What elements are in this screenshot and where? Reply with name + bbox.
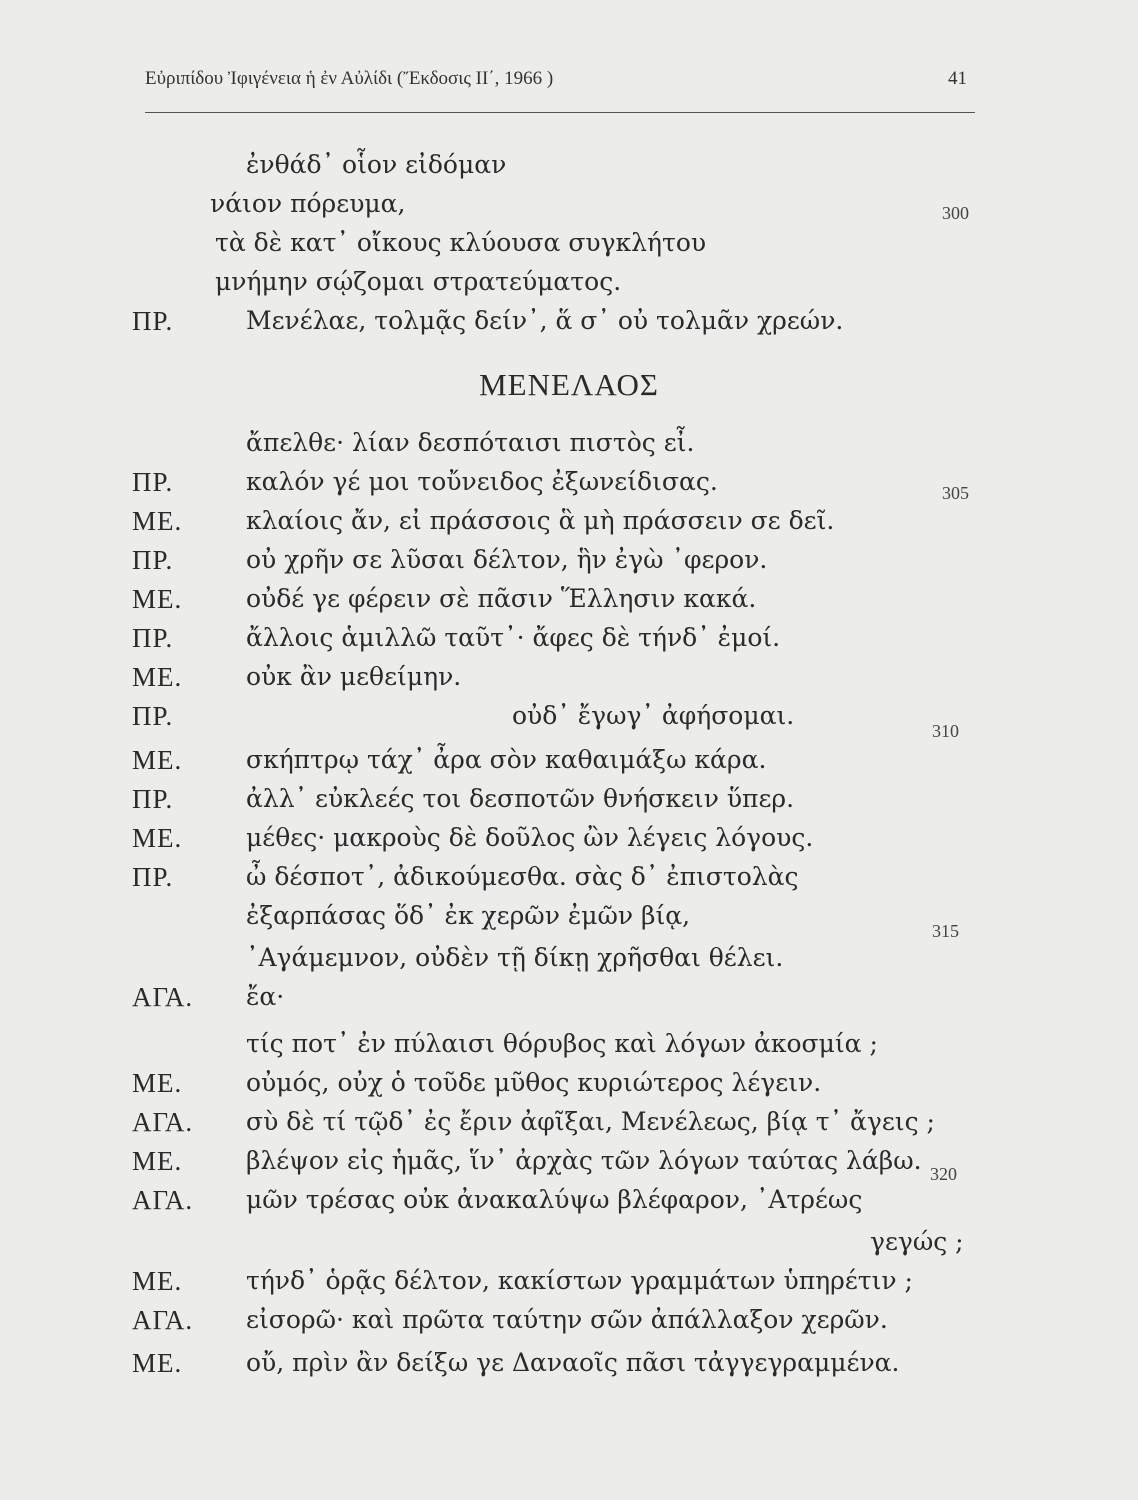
verse-line [0, 1348, 1138, 1388]
verse-text: καλόν γέ μοι τοὔνειδος ἐξωνείδισας. [246, 467, 718, 496]
speaker-label: ΠΡ. [132, 701, 174, 731]
verse-text: τὰ δὲ κατ᾽ οἴκους κλύουσα συγκλήτου [215, 228, 707, 257]
verse-text: ἀλλ᾽ εὐκλεές τοι δεσποτῶν θνήσκειν ὕπερ. [246, 784, 795, 813]
verse-text: μῶν τρέσας οὐκ ἀνακαλύψω βλέφαρον, ᾽Ατρέως [246, 1185, 863, 1214]
verse-text: Μενέλαε, τολμᾷς δείν᾽, ἅ σ᾽ οὐ τολμᾶν χρεών. [246, 306, 844, 335]
verse-line [0, 545, 1138, 585]
verse-text: μέθες· μακροὺς δὲ δοῦλος ὢν λέγεις λόγους. [246, 823, 814, 852]
verse-text: ἐνθάδ᾽ οἷον εἰδόμαν [246, 150, 507, 179]
verse-line [0, 862, 1138, 902]
verse-text: σὺ δὲ τί τῷδ᾽ ἐς ἔριν ἀφῖξαι, Μενέλεως, βίᾳ τ᾽ ἄγεις ; [246, 1107, 935, 1136]
verse-line [0, 1266, 1138, 1306]
speaker-label: ΑΓΑ. [132, 1305, 194, 1335]
verse-line [0, 662, 1138, 702]
verse-text: ἄλλοις ἁμιλλῶ ταῦτ᾽· ἄφες δὲ τήνδ᾽ ἐμοί. [246, 623, 781, 652]
verse-line [0, 982, 1138, 1022]
verse-line [0, 823, 1138, 863]
speaker-label: ΠΡ. [132, 784, 174, 814]
character-heading: ΜΕΝΕΛΑΟΣ [479, 367, 659, 402]
line-number: 320 [930, 1164, 957, 1184]
verse-line [0, 584, 1138, 624]
verse-text: οὔ, πρὶν ἂν δείξω γε Δαναοῖς πᾶσι τἀγγεγραμμένα. [246, 1348, 900, 1377]
line-number: 310 [932, 721, 959, 741]
verse-text: οὐμός, οὐχ ὁ τοῦδε μῦθος κυριώτερος λέγειν. [246, 1068, 822, 1097]
speaker-label: ΜΕ. [132, 1068, 183, 1098]
speaker-label: ΠΡ. [132, 545, 174, 575]
verse-text: μνήμην σῴζομαι στρατεύματος. [215, 267, 622, 296]
speaker-label: ΑΓΑ. [132, 1185, 194, 1215]
verse-line [0, 228, 1138, 268]
verse-line [0, 1146, 1138, 1186]
verse-text: οὐδ᾽ ἔγωγ᾽ ἀφήσομαι. [512, 701, 795, 730]
running-title: Εὐριπίδου Ἰφιγένεια ἡ ἐν Αὐλίδι (Ἔκδοσις ΙΙ΄, 1966 ) [145, 68, 554, 89]
verse-line [0, 1305, 1138, 1345]
verse-text: τίς ποτ᾽ ἐν πύλαισι θόρυβος καὶ λόγων ἀκοσμία ; [246, 1029, 878, 1058]
speaker-label: ΜΕ. [132, 662, 183, 692]
speaker-label: ΠΡ. [132, 467, 174, 497]
verse-line [0, 1029, 1138, 1069]
verse-line [0, 1068, 1138, 1108]
speaker-label: ΜΕ. [132, 1146, 183, 1176]
verse-line [0, 1107, 1138, 1147]
verse-line [0, 943, 1138, 983]
verse-text: τήνδ᾽ ὁρᾷς δέλτον, κακίστων γραμμάτων ὑπηρέτιν ; [246, 1266, 913, 1295]
verse-text: ἔα· [246, 982, 285, 1011]
speaker-label: ΜΕ. [132, 745, 183, 775]
speaker-label: ΑΓΑ. [132, 982, 194, 1012]
header-rule [145, 112, 975, 113]
line-number: 315 [932, 921, 959, 941]
verse-line [0, 428, 1138, 468]
speaker-label: ΑΓΑ. [132, 1107, 194, 1137]
running-header [145, 62, 975, 98]
verse-line [0, 1185, 1138, 1225]
verse-text: ὦ δέσποτ᾽, ἀδικούμεσθα. σὰς δ᾽ ἐπιστολὰς [246, 862, 799, 891]
speaker-label: ΠΡ. [132, 623, 174, 653]
speaker-label: ΜΕ. [132, 823, 183, 853]
line-number: 300 [942, 203, 969, 223]
speaker-label: ΜΕ. [132, 584, 183, 614]
speaker-label: ΜΕ. [132, 1266, 183, 1296]
verse-text: κλαίοις ἄν, εἰ πράσσοις ἃ μὴ πράσσειν σε δεῖ. [246, 506, 835, 535]
line-number: 305 [942, 483, 969, 503]
speaker-label: ΜΕ. [132, 1348, 183, 1378]
verse-line [0, 506, 1138, 546]
verse-line [0, 623, 1138, 663]
verse-line [0, 1227, 1138, 1267]
verse-text: οὐδέ γε φέρειν σὲ πᾶσιν Ἕλλησιν κακά. [246, 584, 757, 613]
speaker-label: ΠΡ. [132, 862, 174, 892]
verse-line [0, 901, 1138, 941]
verse-text: εἰσορῶ· καὶ πρῶτα ταύτην σῶν ἀπάλλαξον χερῶν. [246, 1305, 888, 1334]
verse-text: οὐ χρῆν σε λῦσαι δέλτον, ἣν ἐγὼ ᾽φερον. [246, 545, 768, 574]
verse-line [0, 150, 1138, 190]
verse-text: βλέψον εἰς ἡμᾶς, ἵν᾽ ἀρχὰς τῶν λόγων ταύτας λάβω. [246, 1146, 922, 1175]
verse-line [0, 189, 1138, 229]
verse-text: ἄπελθε· λίαν δεσπόταισι πιστὸς εἶ. [246, 428, 695, 457]
verse-text: ᾽Αγάμεμνον, οὐδὲν τῇ δίκῃ χρῆσθαι θέλει. [246, 943, 784, 972]
verse-line [0, 701, 1138, 741]
verse-text: γεγώς ; [870, 1227, 964, 1256]
verse-text: σκήπτρῳ τάχ᾽ ἆρα σὸν καθαιμάξω κάρα. [246, 745, 767, 774]
verse-line [0, 784, 1138, 824]
verse-line [0, 745, 1138, 785]
speaker-label: ΠΡ. [132, 306, 174, 336]
verse-line [0, 306, 1138, 346]
verse-text: οὐκ ἂν μεθείμην. [246, 662, 462, 691]
verse-text: νάιον πόρευμα, [210, 189, 406, 218]
speaker-label: ΜΕ. [132, 506, 183, 536]
verse-text: ἐξαρπάσας ὅδ᾽ ἐκ χερῶν ἐμῶν βίᾳ, [246, 901, 691, 930]
page-number: 41 [948, 68, 967, 89]
verse-line [0, 267, 1138, 307]
verse-line [0, 467, 1138, 507]
